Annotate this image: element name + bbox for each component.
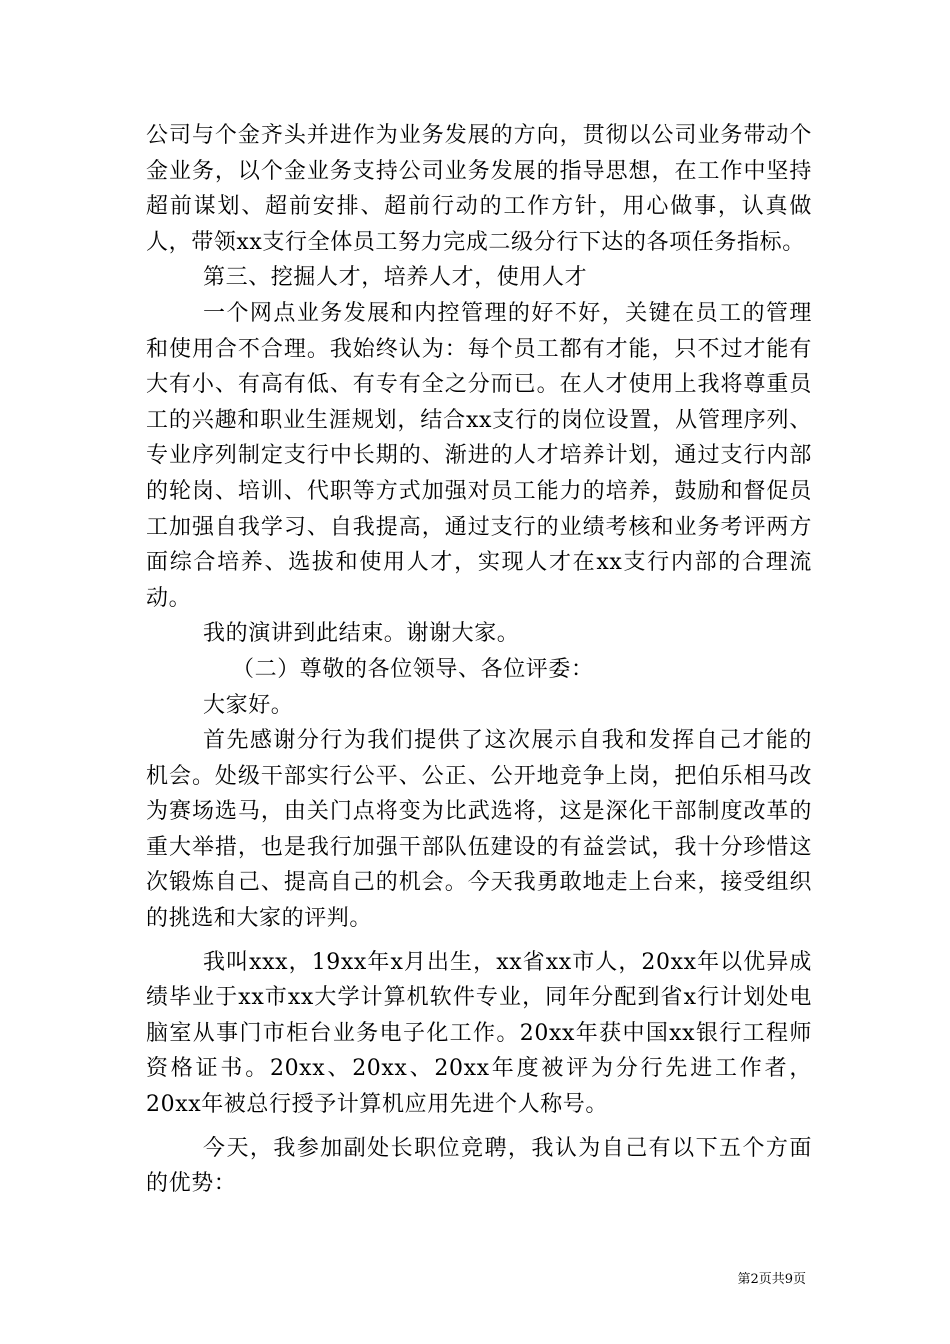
section-heading-talent: 第三、挖掘人才，培养人才，使用人才	[203, 265, 588, 291]
greeting: 大家好。	[203, 692, 294, 718]
paragraph-thanks: 首先感谢分行为我们提供了这次展示自我和发挥自己才能的机会。处级干部实行公平、公正、公开地竞争上岗，把伯乐相马改为赛场选马，由关门点将变为比武选将，这是深化干部制度改革的重大举措，也是我行加强干部队伍建设的有益尝试，我十分珍惜这次锻炼自己、提高自己的机会。今天我勇敢地走上台来，接受组织的挑选和大家的评判。	[146, 728, 812, 932]
paragraph-talent: 一个网点业务发展和内控管理的好不好，关键在员工的管理和使用合不合理。我始终认为：每个员工都有才能，只不过才能有大有小、有高有低、有专有全之分而已。在人才使用上我将尊重员工的兴趣和职业生涯规划，结合xx支行的岗位设置，从管理序列、专业序列制定支行中长期的、渐进的人才培养计划，通过支行内部的轮岗、培训、代职等方式加强对员工能力的培养，鼓励和督促员工加强自我学习、自我提高，通过支行的业绩考核和业务考评两方面综合培养、选拔和使用人才，实现人才在xx支行内部的合理流动。	[146, 300, 812, 611]
closing-remark: 我的演讲到此结束。谢谢大家。	[203, 621, 520, 647]
paragraph-self-intro: 我叫xxx，19xx年x月出生，xx省xx市人，20xx年以优异成绩毕业于xx市xx大学计算机软件专业，同年分配到省x行计划处电脑室从事门市柜台业务电子化工作。20xx年获中国xx银行工程师资格证书。20xx、20xx、20xx年度被评为分行先进工作者，20xx年被总行授予计算机应用先进个人称号。	[146, 949, 812, 1118]
paragraph-continuation: 公司与个金齐头并进作为业务发展的方向，贯彻以公司业务带动个金业务，以个金业务支持公司业务发展的指导思想，在工作中坚持超前谋划、超前安排、超前行动的工作方针，用心做事，认真做人，带领xx支行全体员工努力完成二级分行下达的各项任务指标。	[146, 123, 812, 255]
page-number: 第2页共9页	[737, 1272, 806, 1287]
speech-two-heading: （二）尊敬的各位领导、各位评委：	[232, 656, 594, 682]
paragraph-advantages: 今天，我参加副处长职位竞聘，我认为自己有以下五个方面的优势：	[146, 1135, 812, 1197]
document-body	[146, 118, 812, 1202]
